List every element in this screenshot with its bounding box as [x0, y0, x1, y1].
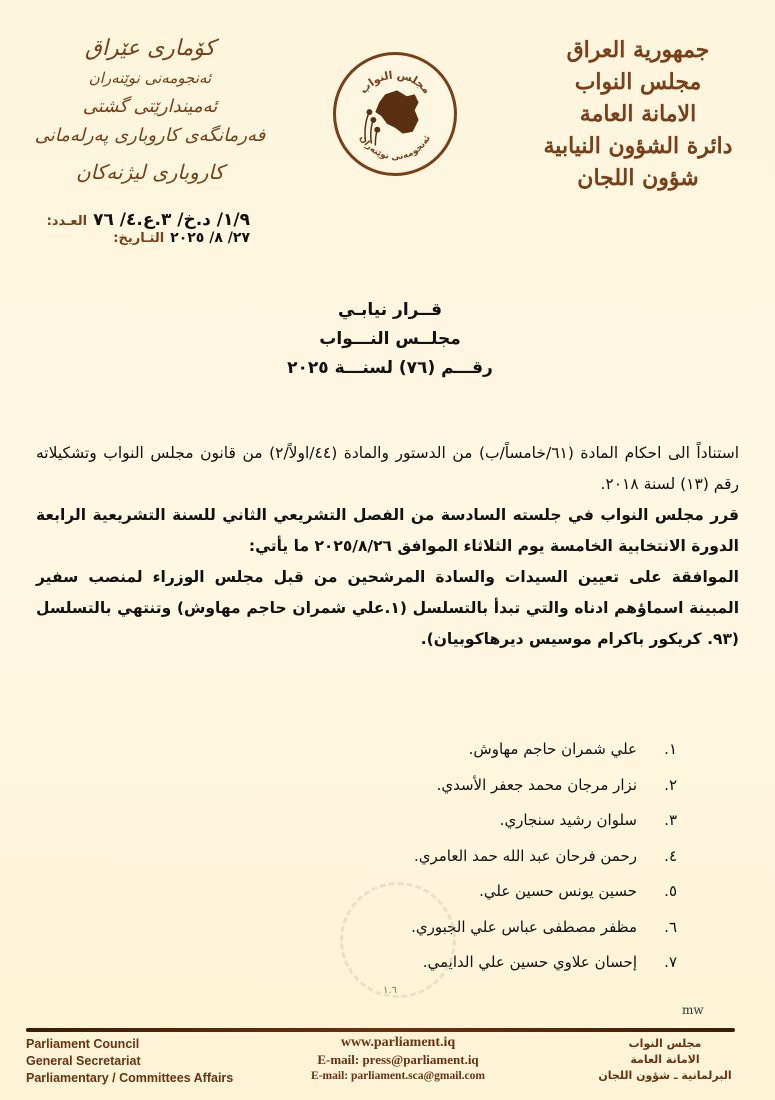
title-line: رقـــم (٧٦) لسنـــة ٢٠٢٥ [287, 358, 493, 378]
stamp-number: ١.٦ [383, 985, 397, 996]
reference-block [10, 210, 250, 246]
svg-text:مجلس النواب: مجلس النواب [356, 68, 434, 97]
list-item-number: ٣. [664, 811, 677, 829]
letterhead-line: جمهورية العراق [566, 37, 710, 63]
footer-english-dept [26, 1036, 233, 1087]
list-item [317, 839, 677, 875]
list-item-number: ٢. [664, 775, 677, 794]
reference-number-value: ١/٩/ د.خ/ ٣.ع.٤/ ٧٦ [93, 210, 250, 230]
approval-paragraph: الموافقة على تعيين السيدات والسادة المرشحين من قبل مجلس الوزراء لمنصب سفير المبينة اسماؤهم ادناه والتي تبدأ بالتسلسل (١.علي شمران حاجم مهاوش) وتنتهي بالتسلسل (٩٣. كريكور باكرام موسيس ديرهاكوبيان). [36, 568, 740, 648]
letterhead-line: ئەمیندارێتی گشتی [82, 96, 218, 117]
website-link[interactable]: www.parliament.iq [340, 1035, 456, 1050]
footer-line: Parliamentary / Committees Affairs [26, 1071, 234, 1085]
parliament-emblem [333, 52, 457, 176]
press-email-link[interactable]: E-mail: press@parliament.iq [317, 1052, 479, 1067]
document-title [260, 296, 520, 383]
letterhead-kurdish [30, 34, 270, 190]
footer-line: البرلمانية ـ شؤون اللجان [598, 1069, 732, 1082]
decision-paragraph: قرر مجلس النواب في جلسته السادسة من الفصل التشريعي الثاني للسنة التشريعية الرابعة الدورة الانتخابية الخامسة يوم الثلاثاء الموافق ٢٠٢٥/٨/٢٦ ما يأتي: [36, 506, 739, 555]
list-item-number: ١. [664, 740, 677, 758]
sca-email-link[interactable]: E-mail: parliament.sca@gmail.com [311, 1070, 485, 1082]
letterhead-line: مجلس النواب [574, 69, 702, 95]
letterhead-line: شؤون اللجان [577, 165, 699, 191]
reference-date-label: التـاريخ: [113, 231, 165, 246]
reference-date [10, 230, 250, 246]
list-item-name: نزار مرجان محمد جعفر الأسدي. [436, 775, 637, 794]
list-item-number: ٥. [664, 882, 677, 900]
footer-line: مجلس النواب [628, 1037, 702, 1050]
list-item [317, 768, 677, 804]
footer-line: الامانة العامة [630, 1053, 700, 1066]
list-item-number: ٦. [664, 917, 677, 936]
typist-initials: mw [682, 1003, 704, 1017]
reference-number-label: العـدد: [46, 214, 88, 229]
iraq-map-emblem-icon [336, 55, 454, 173]
list-item-name: علي شمران حاجم مهاوش. [468, 740, 637, 758]
reference-date-value: ٢٧/ ٨/ ٢٠٢٥ [170, 230, 250, 246]
footer-line: General Secretariat [26, 1054, 141, 1068]
svg-text:ئەنجومەنی نوێنەران: ئەنجومەنی نوێنەران [357, 133, 433, 163]
list-item-number: ٤. [664, 846, 677, 865]
footer-divider [26, 1028, 735, 1032]
list-item-name: رحمن فرحان عبد الله حمد العامري. [413, 846, 637, 865]
letterhead-line: الامانة العامة [579, 101, 697, 127]
list-item-name: حسين يونس حسين علي. [479, 882, 637, 900]
footer-arabic-dept [590, 1036, 740, 1084]
embossed-seal-icon [340, 882, 456, 998]
footer-contact [288, 1034, 508, 1085]
footer-line: Parliament Council [26, 1037, 140, 1051]
list-item-name: إحسان علاوي حسين علي الدايمي. [422, 953, 637, 971]
legal-basis-paragraph: استناداً الى احكام المادة (٦١/خامساً/ب) من الدستور والمادة (٤٤/اولاً/٢) من قانون مجلس النواب وتشكيلاته رقم (١٣) لسنة ٢٠١٨. [36, 444, 740, 493]
title-line: قــرار نيابـي [338, 300, 442, 320]
letterhead-arabic [523, 34, 753, 194]
list-item [317, 803, 677, 839]
letterhead-line: کاروباری لیژنەکان [75, 160, 225, 184]
list-item-name: سلوان رشيد سنجاري. [499, 811, 637, 829]
letterhead-line: ئەنجومەنی نوێنەران [88, 69, 212, 87]
letterhead-line: دائرة الشؤون النيابية [543, 133, 733, 159]
document-body [36, 438, 739, 655]
title-line: مجلــس النـــواب [319, 329, 461, 349]
letterhead-line: فەرمانگەی کاروباری پەرلەمانی [34, 125, 266, 146]
letterhead-line: کۆماری عێراق [84, 36, 216, 61]
list-item [317, 732, 677, 768]
reference-number [10, 210, 250, 230]
list-item-number: ٧. [664, 953, 677, 971]
list-item-name: مظفر مصطفى عباس علي الجبوري. [411, 917, 637, 936]
